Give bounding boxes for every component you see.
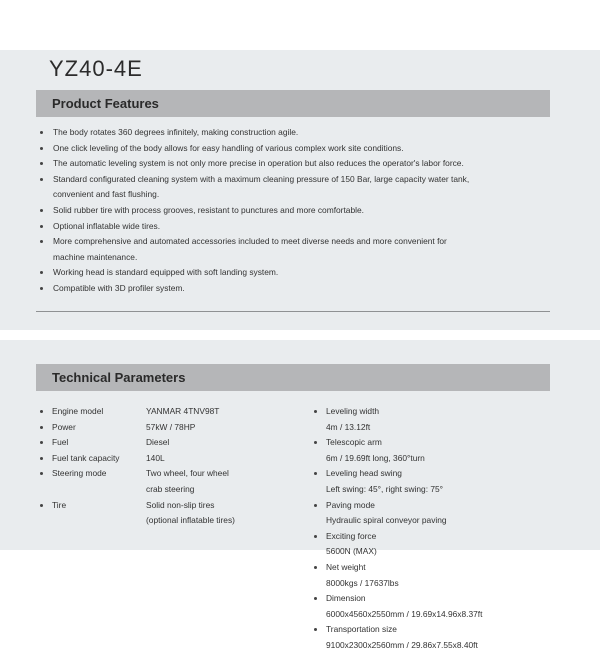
parameter-value-line: Hydraulic spiral conveyor paving [326,515,447,526]
parameter-label: Exciting force [326,530,377,541]
parameter-row [38,404,318,420]
parameter-label: Fuel tank capacity [52,452,120,463]
parameter-row [312,498,592,529]
parameter-value [326,513,496,529]
feature-text: One click leveling of the body allows for easy handling of various complex work site conditions. [53,142,404,153]
feature-text: Working head is standard equipped with soft landing system. [53,267,279,278]
section-divider [36,311,550,312]
parameter-value [146,498,316,529]
parameters-heading: Technical Parameters [52,370,186,385]
parameter-row [38,466,318,497]
parameter-row [38,451,318,467]
feature-text: Optional inflatable wide tires. [53,220,161,231]
parameters-heading-bar [36,364,550,391]
parameter-row [312,435,592,466]
parameter-value-line: 140L [146,452,165,463]
parameter-value [146,466,316,497]
parameter-row [38,420,318,436]
feature-text: convenient and fast flushing. [53,189,160,200]
parameter-value [326,420,496,436]
parameter-value-line: crab steering [146,483,195,494]
parameter-label: Tire [52,499,67,510]
parameter-value [326,576,496,592]
feature-text: Solid rubber tire with process grooves, resistant to punctures and more comfortable. [53,204,364,215]
features-heading-bar [36,90,550,117]
feature-text: The body rotates 360 degrees infinitely, making construction agile. [53,127,299,137]
parameter-label: Steering mode [52,468,107,479]
parameter-label: Transportation size [326,624,397,635]
parameter-row [38,498,318,529]
parameter-value [326,544,496,560]
parameter-value [146,404,316,420]
feature-item [38,281,558,297]
features-heading: Product Features [52,96,159,111]
parameter-value [326,482,496,498]
parameter-label: Net weight [326,561,366,572]
parameter-row [312,591,592,622]
parameter-row [312,529,592,560]
parameter-label: Engine model [52,406,104,416]
parameter-value-line: 6m / 19.69ft long, 360°turn [326,452,425,463]
feature-item [38,234,558,265]
parameter-label: Leveling width [326,406,380,416]
feature-text: Standard configurated cleaning system with a maximum cleaning pressure of 150 Bar, large capacity water tank, [53,173,470,184]
parameter-label: Power [52,421,76,432]
parameter-value [146,435,316,451]
parameter-row [312,622,592,653]
parameter-value-line: Two wheel, four wheel [146,468,229,479]
parameter-value-line: 4m / 13.12ft [326,421,371,432]
feature-item [38,141,558,157]
parameter-value-line: 9100x2300x2560mm / 29.86x7.55x8.40ft [326,639,478,650]
parameter-value-line: Diesel [146,437,170,448]
parameter-value-line: Solid non-slip tires [146,499,215,510]
parameter-value [146,451,316,467]
feature-text: machine maintenance. [53,251,138,262]
parameter-row [38,435,318,451]
feature-item [38,172,558,203]
parameter-label: Paving mode [326,499,375,510]
feature-item [38,219,558,235]
parameters-left-column [38,404,318,529]
parameter-label: Leveling head swing [326,468,402,479]
parameter-value-line: 6000x4560x2550mm / 19.69x14.96x8.37ft [326,608,483,619]
parameter-value-line: 8000kgs / 17637lbs [326,577,399,588]
parameter-value [326,451,496,467]
parameter-value-line: Left swing: 45°, right swing: 75° [326,483,444,494]
feature-item [38,265,558,281]
parameter-row [312,560,592,591]
feature-text: The automatic leveling system is not only more precise in operation but also reduces the operator's labor force. [53,158,464,169]
parameter-value-line: YANMAR 4TNV98T [146,406,220,416]
parameter-label: Fuel [52,437,69,448]
parameter-row [312,466,592,497]
parameter-value-line: (optional inflatable tires) [146,515,235,526]
parameter-label: Telescopic arm [326,437,382,448]
feature-item [38,125,558,141]
feature-item [38,203,558,219]
parameter-value-line: 57kW / 78HP [146,421,196,432]
model-title: YZ40-4E [49,56,143,81]
parameter-value [146,420,316,436]
parameter-value [326,638,496,654]
features-list [38,125,558,297]
feature-text: Compatible with 3D profiler system. [53,282,185,293]
parameter-value [326,607,496,623]
parameter-value-line: 5600N (MAX) [326,546,377,557]
feature-text: More comprehensive and automated accessories included to meet diverse needs and more convenient for [53,236,447,247]
parameter-row [312,404,592,435]
feature-item [38,156,558,172]
parameter-label: Dimension [326,593,366,604]
parameters-right-column [312,404,592,654]
